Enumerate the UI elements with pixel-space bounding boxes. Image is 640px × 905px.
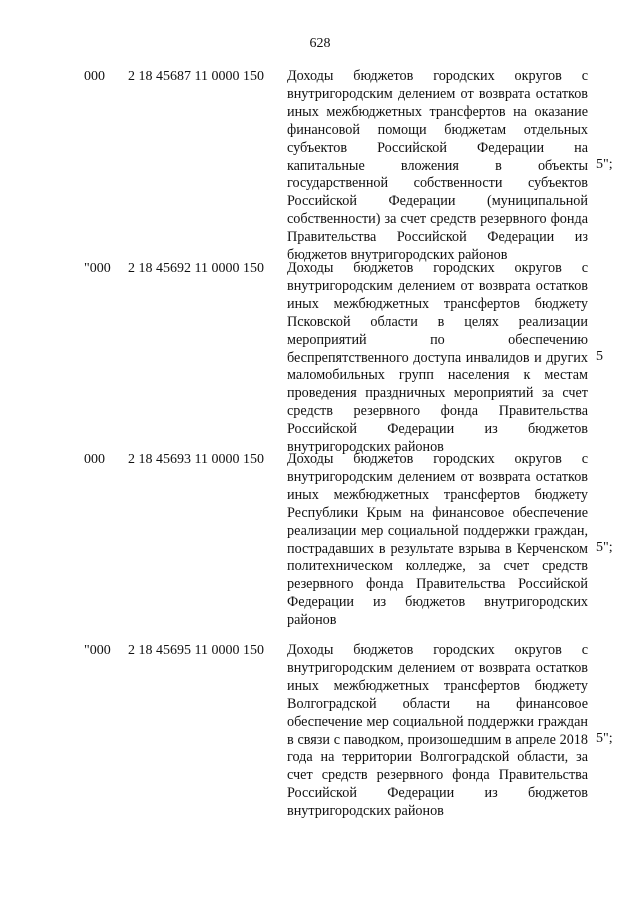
admin-code: 000 bbox=[84, 69, 105, 84]
value: 5"; bbox=[596, 540, 613, 555]
value: 5"; bbox=[596, 157, 613, 172]
description: Доходы бюджетов городских округов с внутригородским делением от возврата остатков иных межбюджетных трансфертов на оказание финансовой помощи бюджетам отдельных субъектов Российской Федерации на капитальные вложения в объекты государственной собственности субъектов Российской Федерации (муниципальной собственности) за счет средств резервного фонда Правительства Российской Федерации из бюджетов внутригородских районов bbox=[287, 68, 588, 264]
description: Доходы бюджетов городских округов с внутригородским делением от возврата остатков иных межбюджетных трансфертов бюджету Волгоградской области на финансовое обеспечение мер социальной поддержки граждан в связи с паводком, произошедшим в апреле 2018 года на территории Волгоградской области, за счет средств резервного фонда Правительства Российской Федерации из бюджетов внутригородских районов bbox=[287, 642, 588, 820]
budget-code: 2 18 45693 11 0000 150 bbox=[128, 452, 264, 467]
budget-code: 2 18 45687 11 0000 150 bbox=[128, 69, 264, 84]
value: 5 bbox=[596, 349, 603, 364]
budget-code: 2 18 45692 11 0000 150 bbox=[128, 261, 264, 276]
admin-code: 000 bbox=[84, 452, 105, 467]
value: 5"; bbox=[596, 731, 613, 746]
description: Доходы бюджетов городских округов с внутригородским делением от возврата остатков иных межбюджетных трансфертов бюджету Республики Крым на финансовое обеспечение реализации мер социальной поддержки граждан, пострадавших в результате взрыва в Керченском политехническом колледже, за счет средств резервного фонда Правительства Российской Федерации из бюджетов внутригородских районов bbox=[287, 451, 588, 629]
description: Доходы бюджетов городских округов с внутригородским делением от возврата остатков иных межбюджетных трансфертов бюджету Псковской области в целях реализации мероприятий по обеспечению беспрепятственного доступа инвалидов и других маломобильных групп населения к местам проведения праздничных мероприятий за счет средств резервного фонда Правительства Российской Федерации из бюджетов внутригородских районов bbox=[287, 260, 588, 456]
budget-code: 2 18 45695 11 0000 150 bbox=[128, 643, 264, 658]
admin-code: "000 bbox=[84, 643, 111, 658]
page-number: 628 bbox=[309, 36, 331, 51]
admin-code: "000 bbox=[84, 261, 111, 276]
